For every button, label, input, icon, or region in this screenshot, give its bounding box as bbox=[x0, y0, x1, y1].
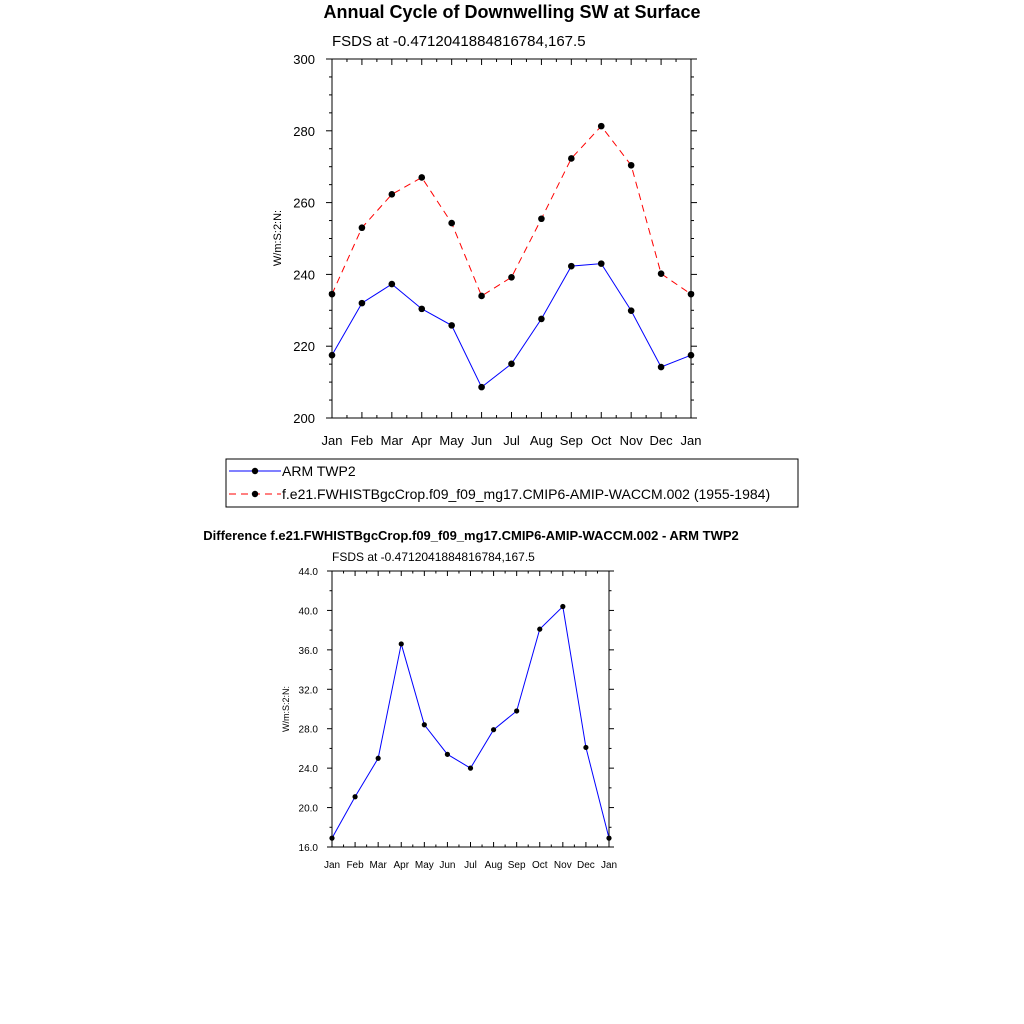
chart-2-xtick-label: Jan bbox=[323, 860, 341, 871]
chart-2-xtick-label: Apr bbox=[393, 860, 410, 871]
chart-2-data-point bbox=[606, 836, 611, 841]
chart-2-xtick-label: Aug bbox=[484, 860, 503, 871]
chart-1-data-point bbox=[508, 274, 515, 281]
chart-1-xtick-label: Jan bbox=[321, 433, 343, 448]
chart-2-data-point bbox=[537, 627, 542, 632]
legend-label-arm-twp2: ARM TWP2 bbox=[282, 463, 356, 479]
chart-2-series-line-1 bbox=[332, 606, 609, 838]
chart-1-data-point bbox=[478, 384, 485, 391]
chart-1-ytick-label: 280 bbox=[293, 123, 315, 139]
chart-1-data-point bbox=[688, 352, 695, 359]
chart-2-data-point bbox=[376, 756, 381, 761]
chart-1-data-point bbox=[598, 123, 605, 130]
chart-2-data-point bbox=[560, 604, 565, 609]
chart-2-xtick-label: Jun bbox=[439, 860, 456, 871]
chart-1-xtick-label: Apr bbox=[411, 433, 432, 448]
chart-1-xtick-label: Aug bbox=[529, 433, 553, 448]
chart-2-subtitle: FSDS at -0.4712041884816784,167.5 bbox=[332, 550, 535, 564]
chart-2-data-point bbox=[352, 794, 357, 799]
chart-1-ytick-label: 300 bbox=[293, 52, 315, 67]
chart-2-data-point bbox=[468, 766, 473, 771]
chart-1-data-point bbox=[628, 162, 635, 169]
chart-2-ytick-label: 40.0 bbox=[298, 606, 318, 618]
chart-2-ytick-label: 44.0 bbox=[298, 567, 318, 578]
chart-1-data-point bbox=[389, 281, 396, 288]
chart-1-xtick-label: Sep bbox=[559, 433, 583, 448]
chart-2-data-point bbox=[399, 641, 404, 646]
chart-2-data-point bbox=[491, 727, 496, 732]
chart-2-data-point bbox=[445, 752, 450, 757]
chart-1-data-point bbox=[568, 263, 575, 270]
chart-1-ytick-label: 200 bbox=[293, 411, 315, 426]
chart-1-subtitle: FSDS at -0.4712041884816784,167.5 bbox=[332, 33, 586, 50]
chart-2-data-point bbox=[514, 708, 519, 713]
chart-1-xtick-label: Feb bbox=[350, 433, 374, 448]
chart-1-xtick-label: Dec bbox=[649, 433, 673, 448]
chart-2-ytick-label: 36.0 bbox=[298, 645, 318, 657]
annual-cycle-chart bbox=[272, 2, 701, 448]
chart-1-data-point bbox=[448, 322, 455, 329]
chart-1-series-line-1 bbox=[332, 264, 691, 387]
chart-1-ytick-label: 260 bbox=[293, 195, 315, 211]
chart-1-data-point bbox=[538, 215, 545, 222]
chart-1-data-point bbox=[359, 224, 366, 231]
legend-marker-arm-twp2 bbox=[252, 468, 258, 474]
chart-1-series bbox=[329, 123, 695, 391]
chart-1-data-point bbox=[508, 360, 515, 367]
chart-2-xtick-label: Jul bbox=[464, 860, 477, 871]
chart-2-xtick-label: Nov bbox=[553, 860, 572, 871]
chart-1-series-line-2 bbox=[332, 126, 691, 296]
chart-2-ylabel: W/m:S:2:N: bbox=[281, 685, 291, 733]
chart-1-data-point bbox=[418, 306, 425, 313]
chart-2-xtick-label: Dec bbox=[577, 860, 595, 871]
chart-2-ytick-label: 20.0 bbox=[298, 803, 318, 815]
chart-2-title: Difference f.e21.FWHISTBgcCrop.f09_f09_mg17.CMIP6-AMIP-WACCM.002 - ARM TWP2 bbox=[203, 528, 739, 543]
chart-1-xtick-label: Mar bbox=[380, 433, 404, 448]
chart-1-xtick-label: Jul bbox=[503, 433, 520, 448]
chart-1-title: Annual Cycle of Downwelling SW at Surface bbox=[323, 2, 701, 22]
chart-1-data-point bbox=[359, 300, 366, 307]
difference-chart bbox=[203, 528, 739, 871]
chart-2-xtick-label: May bbox=[414, 860, 434, 871]
chart-2-data-point bbox=[583, 745, 588, 750]
chart-1-legend bbox=[226, 459, 798, 507]
chart-1-xtick-label: May bbox=[439, 433, 464, 448]
chart-2-xtick-label: Oct bbox=[531, 860, 548, 871]
legend-label-model: f.e21.FWHISTBgcCrop.f09_f09_mg17.CMIP6-AMIP-WACCM.002 (1955-1984) bbox=[282, 486, 771, 502]
chart-2-ytick-label: 24.0 bbox=[298, 764, 318, 776]
chart-2-data-point bbox=[422, 722, 427, 727]
chart-1-data-point bbox=[658, 270, 665, 277]
chart-2-data-point bbox=[329, 836, 334, 841]
chart-1-data-point bbox=[598, 260, 605, 267]
chart-1-data-point bbox=[329, 352, 336, 359]
chart-2-ytick-label: 32.0 bbox=[298, 685, 318, 697]
chart-1-data-point bbox=[658, 364, 665, 371]
chart-2-xtick-label: Feb bbox=[346, 860, 364, 871]
chart-2-plot-frame bbox=[332, 571, 609, 847]
chart-1-xtick-label: Oct bbox=[591, 433, 612, 448]
chart-1-ticks bbox=[293, 52, 701, 448]
chart-1-xtick-label: Jun bbox=[471, 433, 493, 448]
chart-2-xtick-label: Jan bbox=[600, 860, 618, 871]
chart-2-xtick-label: Sep bbox=[507, 860, 526, 871]
chart-1-data-point bbox=[538, 316, 545, 323]
chart-2-ticks bbox=[299, 567, 618, 871]
chart-1-data-point bbox=[389, 191, 396, 198]
chart-1-data-point bbox=[448, 220, 455, 227]
chart-1-ylabel: W/m:S:2:N: bbox=[272, 209, 284, 267]
chart-1-data-point bbox=[478, 293, 485, 300]
chart-1-data-point bbox=[329, 291, 336, 298]
chart-1-xtick-label: Nov bbox=[619, 433, 643, 448]
chart-1-data-point bbox=[568, 155, 575, 162]
chart-1-xtick-label: Jan bbox=[680, 433, 702, 448]
chart-1-data-point bbox=[418, 174, 425, 181]
chart-2-xtick-label: Mar bbox=[369, 860, 387, 871]
chart-1-ytick-label: 240 bbox=[293, 267, 315, 283]
chart-1-data-point bbox=[688, 291, 695, 298]
chart-1-data-point bbox=[628, 307, 635, 314]
chart-2-series bbox=[329, 604, 611, 841]
chart-2-ytick-label: 28.0 bbox=[298, 724, 318, 736]
legend-marker-model bbox=[252, 491, 258, 497]
chart-1-ytick-label: 220 bbox=[293, 339, 315, 355]
chart-2-ytick-label: 16.0 bbox=[298, 843, 318, 854]
